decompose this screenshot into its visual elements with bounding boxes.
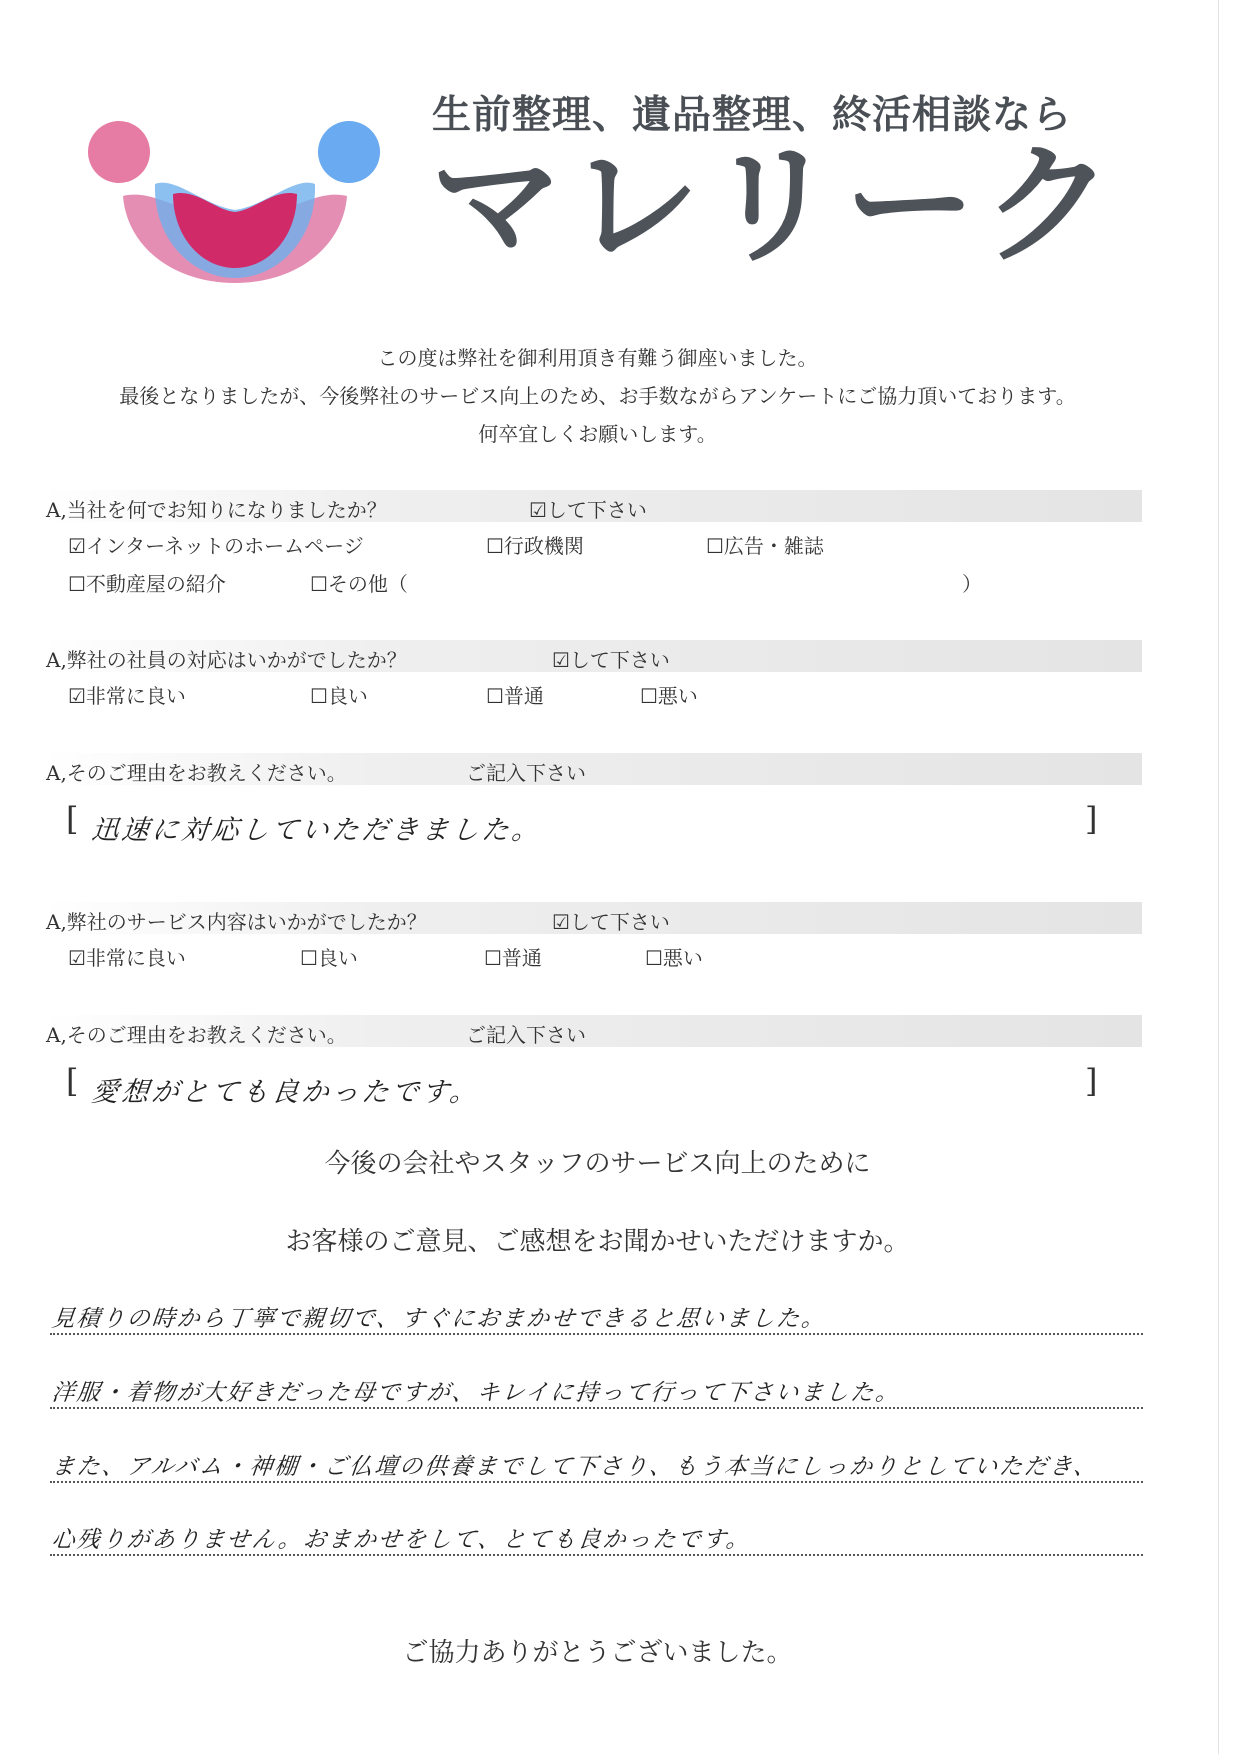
feedback-line-1: 見積りの時から丁寧で親切で、すぐにおまかせできると思いました。 xyxy=(50,1306,828,1332)
checkbox-homepage[interactable]: ☑インターネットのホームページ xyxy=(68,534,364,558)
checkbox-good[interactable]: ☐良い xyxy=(310,684,368,708)
checkbox-other[interactable]: ☐その他（ xyxy=(310,572,408,596)
intro-line-3: 何卒宜しくお願いします。 xyxy=(478,422,717,446)
answer-bracket-open: [ xyxy=(66,800,79,838)
page-edge xyxy=(1218,0,1219,1754)
question-hint: ☑して下さい xyxy=(529,498,647,522)
feedback-line-2: 洋服・着物が大好きだった母ですが、キレイに持って行って下さいました。 xyxy=(50,1380,902,1406)
question-text: A,そのご理由をお教えください。 xyxy=(46,761,347,785)
dotted-rule xyxy=(50,1481,1143,1483)
handwritten-answer-staff: 迅速に対応していただきました。 xyxy=(90,815,544,846)
question-bar-reason-2 xyxy=(44,1015,1142,1047)
feedback-heading-2: お客様のご意見、ご感想をお聞かせいただけますか。 xyxy=(285,1227,910,1257)
checkbox-good[interactable]: ☐良い xyxy=(300,946,358,970)
checkbox-real-estate[interactable]: ☐不動産屋の紹介 xyxy=(68,572,226,596)
checkbox-very-good[interactable]: ☑非常に良い xyxy=(68,946,186,970)
feedback-line-3: また、アルバム・神棚・ご仏壇の供養までして下さり、もう本当にしっかりとしていただき、 xyxy=(50,1454,1100,1480)
dotted-rule xyxy=(50,1554,1143,1556)
question-text: A,弊社のサービス内容はいかがでしたか？ xyxy=(46,910,427,934)
checkbox-bad[interactable]: ☐悪い xyxy=(640,684,698,708)
answer-bracket-close: ] xyxy=(1085,800,1098,838)
checkbox-normal[interactable]: ☐普通 xyxy=(486,684,544,708)
intro-line-2: 最後となりましたが、今後弊社のサービス向上のため、お手数ながらアンケートにご協力頂いております。 xyxy=(119,384,1076,408)
checkbox-ad-magazine[interactable]: ☐広告・雑誌 xyxy=(706,534,824,558)
logo-mark xyxy=(85,118,385,288)
closing-thanks: ご協力ありがとうございました。 xyxy=(402,1638,793,1668)
brand-name: マレリーク xyxy=(430,129,1120,283)
handwritten-answer-service: 愛想がとても良かったです。 xyxy=(90,1077,482,1108)
question-bar-source xyxy=(44,490,1142,522)
question-bar-reason-1 xyxy=(44,753,1142,785)
question-text: A,当社を何でお知りになりましたか？ xyxy=(46,498,387,522)
checkbox-very-good[interactable]: ☑非常に良い xyxy=(68,684,186,708)
intro-line-1: この度は弊社を御利用頂き有難う御座いました。 xyxy=(377,346,818,370)
question-hint: ご記入下さい xyxy=(466,1023,586,1047)
feedback-heading-1: 今後の会社やスタッフのサービス向上のために xyxy=(324,1149,871,1179)
question-bar-staff xyxy=(44,640,1142,672)
dotted-rule xyxy=(50,1333,1143,1335)
question-hint: ご記入下さい xyxy=(466,761,586,785)
question-text: A,弊社の社員の対応はいかがでしたか？ xyxy=(46,648,407,672)
answer-bracket-open: [ xyxy=(66,1062,79,1100)
tagline: 生前整理、遺品整理、終活相談なら xyxy=(432,93,1073,138)
checkbox-bad[interactable]: ☐悪い xyxy=(645,946,703,970)
checkbox-normal[interactable]: ☐普通 xyxy=(484,946,542,970)
question-bar-service xyxy=(44,902,1142,934)
question-hint: ☑して下さい xyxy=(552,910,670,934)
feedback-line-4: 心残りがありません。おまかせをして、とても良かったです。 xyxy=(50,1527,753,1553)
question-hint: ☑して下さい xyxy=(552,648,670,672)
question-text: A,そのご理由をお教えください。 xyxy=(46,1023,347,1047)
checkbox-government[interactable]: ☐行政機関 xyxy=(486,534,584,558)
answer-bracket-close: ] xyxy=(1085,1062,1098,1100)
other-close-paren: ） xyxy=(962,572,982,596)
dotted-rule xyxy=(50,1407,1143,1409)
